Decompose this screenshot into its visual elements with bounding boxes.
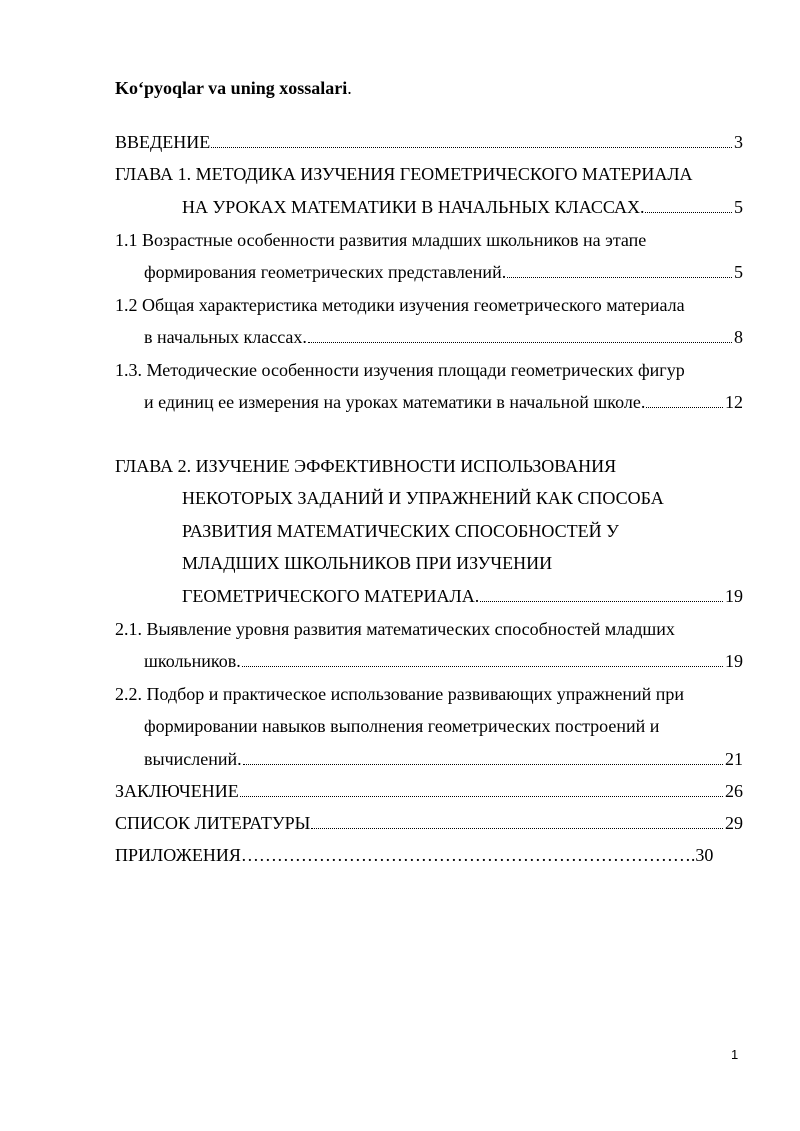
dot-leader: [211, 127, 732, 148]
toc-section-2-2-line3[interactable]: [144, 744, 743, 774]
toc-entry-conclusion-page: 26: [725, 781, 743, 801]
toc-section-1-1-page: 5: [734, 262, 743, 282]
toc-section-1-3-line2-text: и единиц ее измерения на уроках математики в начальной школе.: [144, 392, 646, 412]
toc-entry-references-page: 29: [725, 813, 743, 833]
toc-entry-conclusion-label: ЗАКЛЮЧЕНИЕ: [115, 781, 239, 801]
toc-chapter2-page: 19: [725, 586, 743, 606]
toc-chapter2-line4[interactable]: МЛАДШИХ ШКОЛЬНИКОВ ПРИ ИЗУЧЕНИИ: [182, 553, 553, 573]
page-number: 1: [731, 1047, 739, 1062]
dot-leader: [311, 808, 723, 829]
document-title: [115, 76, 352, 100]
dot-leader: [240, 776, 723, 797]
toc-entry-intro[interactable]: [115, 127, 743, 157]
toc-section-2-1-page: 19: [725, 651, 743, 671]
toc-section-1-2-line1[interactable]: 1.2 Общая характеристика методики изучения геометрического материала: [115, 295, 685, 315]
toc-chapter2-line5-text: ГЕОМЕТРИЧЕСКОГО МАТЕРИАЛА.: [182, 586, 480, 606]
document-title-tail: .: [347, 78, 352, 98]
toc-section-2-2-line3-text: вычислений.: [144, 749, 242, 769]
toc-entry-appendix[interactable]: ПРИЛОЖЕНИЯ………………………………………………………………….30: [115, 845, 714, 865]
toc-chapter2-line1[interactable]: ГЛАВА 2. ИЗУЧЕНИЕ ЭФФЕКТИВНОСТИ ИСПОЛЬЗОВАНИЯ: [115, 456, 617, 476]
dot-leader: [243, 744, 723, 765]
toc-entry-conclusion[interactable]: [115, 776, 743, 806]
toc-section-1-3-line2[interactable]: [144, 387, 743, 417]
toc-chapter2-line3[interactable]: РАЗВИТИЯ МАТЕМАТИЧЕСКИХ СПОСОБНОСТЕЙ У: [182, 521, 619, 541]
toc-section-1-1-line1[interactable]: 1.1 Возрастные особенности развития младших школьников на этапе: [115, 230, 647, 250]
dot-leader: [645, 192, 732, 213]
toc-entry-intro-label: ВВЕДЕНИЕ: [115, 132, 211, 152]
toc-section-2-2-line2[interactable]: формировании навыков выполнения геометрических построений и: [144, 716, 660, 736]
dot-leader: [242, 646, 723, 667]
toc-section-2-2-line1[interactable]: 2.2. Подбор и практическое использование развивающих упражнений при: [115, 684, 685, 704]
toc-chapter2-line2[interactable]: НЕКОТОРЫХ ЗАДАНИЙ И УПРАЖНЕНИЙ КАК СПОСОБА: [182, 488, 664, 508]
toc-entry-intro-page: 3: [734, 132, 743, 152]
toc-chapter1-line2[interactable]: [182, 192, 743, 222]
dot-leader: [480, 581, 723, 602]
toc-section-1-2-page: 8: [734, 327, 743, 347]
document-title-bold: Ko‘pyoqlar va uning xossalari: [115, 78, 348, 98]
toc-section-1-2-line2-text: в начальных классах.: [144, 327, 307, 347]
toc-section-1-1-line2-text: формирования геометрических представлений.: [144, 262, 507, 282]
toc-chapter1-page: 5: [734, 197, 743, 217]
toc-section-1-1-line2[interactable]: [144, 257, 743, 287]
toc-section-1-2-line2[interactable]: [144, 322, 743, 352]
toc-section-1-3-page: 12: [725, 392, 743, 412]
toc-section-2-1-line2-text: школьников.: [144, 651, 241, 671]
toc-section-1-3-line1[interactable]: 1.3. Методические особенности изучения площади геометрических фигур: [115, 360, 685, 380]
dot-leader: [646, 387, 723, 408]
toc-section-2-2-page: 21: [725, 749, 743, 769]
toc-entry-references-label: СПИСОК ЛИТЕРАТУРЫ: [115, 813, 311, 833]
toc-section-2-1-line2[interactable]: [144, 646, 743, 676]
toc-chapter2-line5[interactable]: [182, 581, 743, 611]
toc-entry-references[interactable]: [115, 808, 743, 838]
toc-chapter1-line2-text: НА УРОКАХ МАТЕМАТИКИ В НАЧАЛЬНЫХ КЛАССАХ.: [182, 197, 645, 217]
toc-section-2-1-line1[interactable]: 2.1. Выявление уровня развития математических способностей младших: [115, 619, 675, 639]
toc-chapter1-line1[interactable]: ГЛАВА 1. МЕТОДИКА ИЗУЧЕНИЯ ГЕОМЕТРИЧЕСКОГО МАТЕРИАЛА: [115, 164, 693, 184]
dot-leader: [507, 257, 732, 278]
dot-leader: [308, 322, 732, 343]
